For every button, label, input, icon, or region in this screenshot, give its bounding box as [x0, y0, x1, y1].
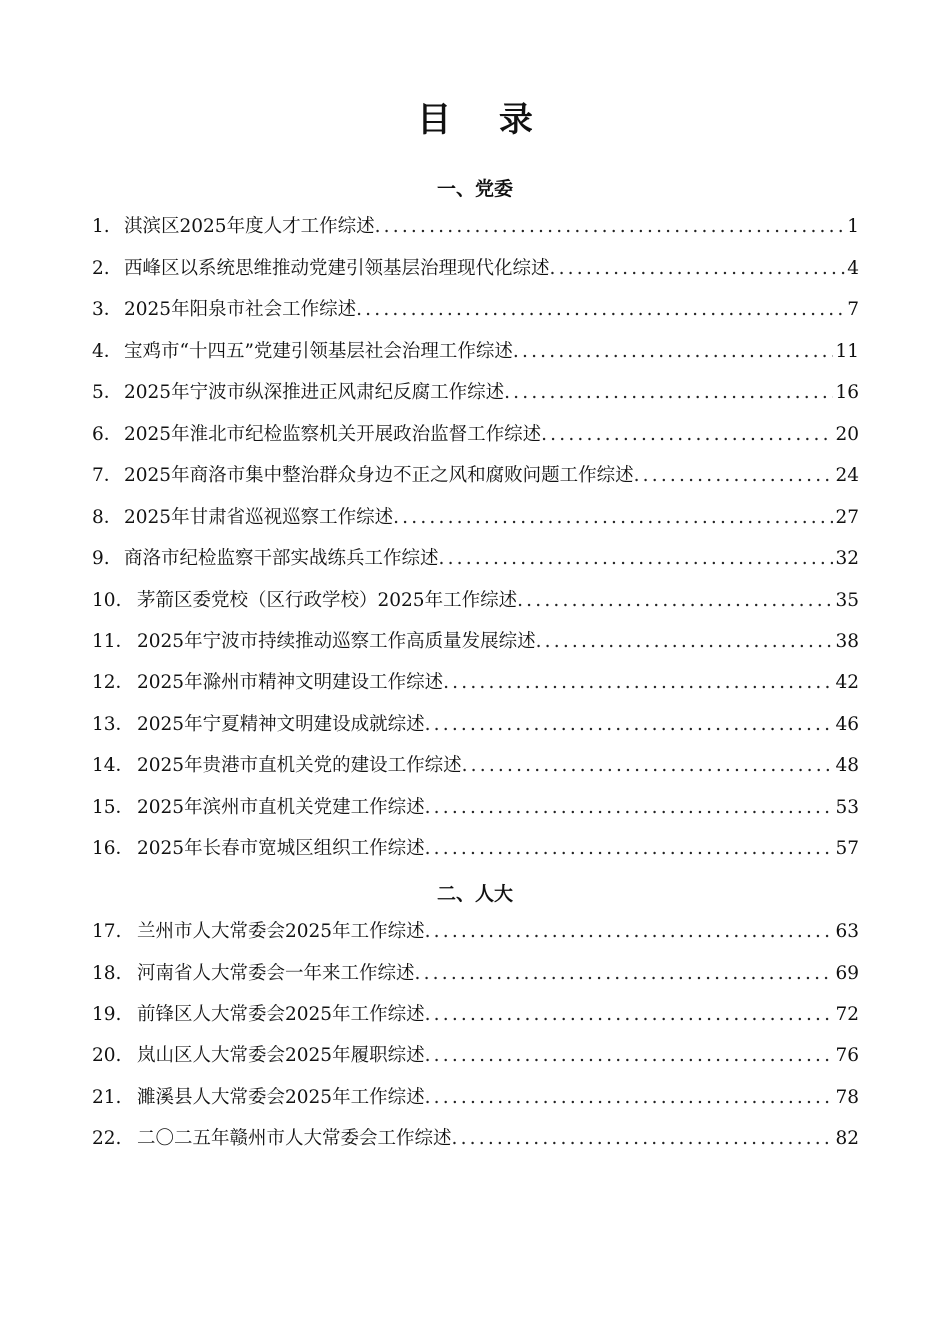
dot-leader [425, 1004, 834, 1025]
entry-title: 2025年阳泉市社会工作综述 [124, 299, 357, 321]
toc-entry[interactable] [92, 710, 859, 740]
entry-title: 兰州市人大常委会2025年工作综述 [137, 921, 425, 943]
entry-title: 岚山区人大常委会2025年履职综述 [137, 1045, 425, 1067]
dot-leader [425, 921, 834, 942]
entry-number: 19. [92, 1004, 122, 1025]
entry-title: 2025年淮北市纪检监察机关开展政治监督工作综述 [124, 423, 542, 445]
entry-number: 15． [92, 796, 135, 818]
entry-page-number: 53 [835, 796, 859, 818]
dot-leader [425, 1087, 834, 1108]
section-heading: 一、党委 [436, 178, 513, 200]
dot-leader [375, 216, 846, 237]
entry-number: 16． [92, 838, 135, 860]
entry-title: 2025年滁州市精神文明建设工作综述 [137, 672, 444, 694]
toc-entry[interactable] [92, 668, 859, 698]
toc-entry[interactable] [92, 1083, 859, 1113]
toc-entry[interactable] [92, 627, 859, 657]
toc-entry[interactable] [92, 295, 859, 325]
entry-title: 前锋区人大常委会2025年工作综述 [137, 1004, 425, 1025]
entry-title: 2025年甘肃省巡视巡察工作综述 [124, 506, 394, 528]
dot-leader [443, 672, 833, 693]
entry-number: 14． [92, 755, 135, 777]
dot-leader [415, 963, 834, 984]
entry-number: 2. [92, 257, 110, 279]
toc-entry[interactable] [92, 461, 859, 491]
entry-title: 西峰区以系统思维推动党建引领基层治理现代化综述 [124, 257, 550, 279]
dot-leader [462, 755, 834, 776]
entry-title: 2025年宁波市持续推动巡察工作高质量发展综述 [137, 630, 536, 652]
toc-entry[interactable] [92, 959, 859, 989]
toc-entry[interactable] [92, 378, 859, 408]
entry-number: 7． [92, 465, 123, 487]
dot-leader [504, 382, 833, 403]
entry-page-number: 4 [847, 257, 859, 279]
entry-page-number: 38 [835, 630, 859, 652]
entry-page-number: 27 [835, 506, 859, 528]
entry-page-number: 7 [847, 299, 859, 321]
toc-entry[interactable] [92, 212, 859, 242]
entry-page-number: 78 [835, 1086, 859, 1108]
toc-entry[interactable] [92, 793, 859, 823]
dot-leader [513, 341, 834, 362]
entry-number: 20. [92, 1045, 122, 1067]
dot-leader [425, 714, 834, 735]
dot-leader [536, 631, 834, 652]
dot-leader [425, 1045, 834, 1066]
entry-title: 宝鸡市“十四五”党建引领基层社会治理工作综述 [124, 340, 513, 362]
toc-entry[interactable] [92, 503, 859, 533]
entry-page-number: 63 [835, 921, 859, 943]
toc-entry[interactable] [92, 917, 859, 947]
entry-title: 二〇二五年赣州市人大常委会工作综述 [137, 1128, 452, 1150]
entry-title: 2025年宁波市纵深推进正风肃纪反腐工作综述 [124, 382, 505, 404]
entry-title: 2025年宁夏精神文明建设成就综述 [137, 713, 425, 735]
dot-leader [425, 797, 834, 818]
entry-number: 12． [92, 672, 135, 694]
dot-leader [541, 424, 833, 445]
entry-title: 2025年长春市宽城区组织工作综述 [137, 838, 425, 860]
entry-page-number: 42 [835, 672, 859, 694]
entry-number: 9. [92, 548, 110, 570]
entry-number: 17. [92, 921, 122, 943]
entry-title: 淇滨区2025年度人才工作综述 [124, 216, 375, 238]
entry-number: 8． [92, 506, 123, 528]
entry-page-number: 32 [835, 548, 859, 570]
toc-entry[interactable] [92, 751, 859, 781]
entry-number: 22. [92, 1128, 122, 1150]
entry-number: 4． [92, 340, 123, 362]
dot-leader [425, 838, 834, 859]
entry-page-number: 69 [835, 962, 859, 984]
entry-number: 21. [92, 1086, 122, 1108]
entry-page-number: 57 [835, 838, 859, 860]
toc-entry[interactable] [92, 1041, 859, 1071]
entry-page-number: 72 [835, 1004, 859, 1025]
toc-entry[interactable] [92, 586, 859, 616]
entry-page-number: 35 [835, 589, 859, 611]
entry-page-number: 24 [835, 465, 859, 487]
toc-entry[interactable] [92, 337, 859, 367]
entry-title: 茅箭区委党校（区行政学校）2025年工作综述 [137, 589, 518, 611]
entry-page-number: 48 [835, 755, 859, 777]
toc-entry[interactable] [92, 1000, 859, 1030]
section-heading: 二、人大 [436, 882, 513, 905]
entry-number: 5． [92, 382, 123, 404]
entry-page-number: 1 [847, 216, 859, 238]
dot-leader [517, 590, 833, 611]
entry-number: 10. [92, 589, 122, 611]
entry-title: 2025年滨州市直机关党建工作综述 [137, 796, 425, 818]
entry-number: 3． [92, 299, 123, 321]
entry-title: 2025年商洛市集中整治群众身边不正之风和腐败问题工作综述 [124, 465, 634, 487]
dot-leader [356, 299, 845, 320]
toc-entry[interactable] [92, 420, 859, 450]
toc-entry[interactable] [92, 544, 859, 574]
dot-leader [452, 1128, 834, 1149]
dot-leader [439, 548, 834, 569]
entry-title: 河南省人大常委会一年来工作综述 [137, 962, 415, 984]
entry-page-number: 46 [835, 713, 859, 735]
entry-title: 商洛市纪检监察干部实战练兵工作综述 [124, 548, 439, 570]
entry-title: 2025年贵港市直机关党的建设工作综述 [137, 755, 462, 777]
toc-title: 目 录 [417, 100, 551, 140]
entry-number: 11． [92, 630, 135, 652]
toc-entry[interactable] [92, 834, 859, 864]
toc-entry[interactable] [92, 1124, 859, 1154]
entry-page-number: 16 [835, 382, 859, 404]
entry-number: 13． [92, 713, 135, 735]
entry-page-number: 76 [835, 1045, 859, 1067]
entry-number: 18. [92, 962, 122, 984]
entry-page-number: 20 [835, 423, 859, 445]
entry-number: 6． [92, 423, 123, 445]
dot-leader [634, 465, 834, 486]
dot-leader [393, 507, 833, 528]
entry-page-number: 82 [835, 1128, 859, 1150]
entry-page-number: 11 [835, 340, 859, 362]
dot-leader [550, 258, 846, 279]
entry-number: 1. [92, 216, 110, 238]
toc-entry[interactable] [92, 254, 859, 284]
entry-title: 濉溪县人大常委会2025年工作综述 [137, 1086, 425, 1108]
